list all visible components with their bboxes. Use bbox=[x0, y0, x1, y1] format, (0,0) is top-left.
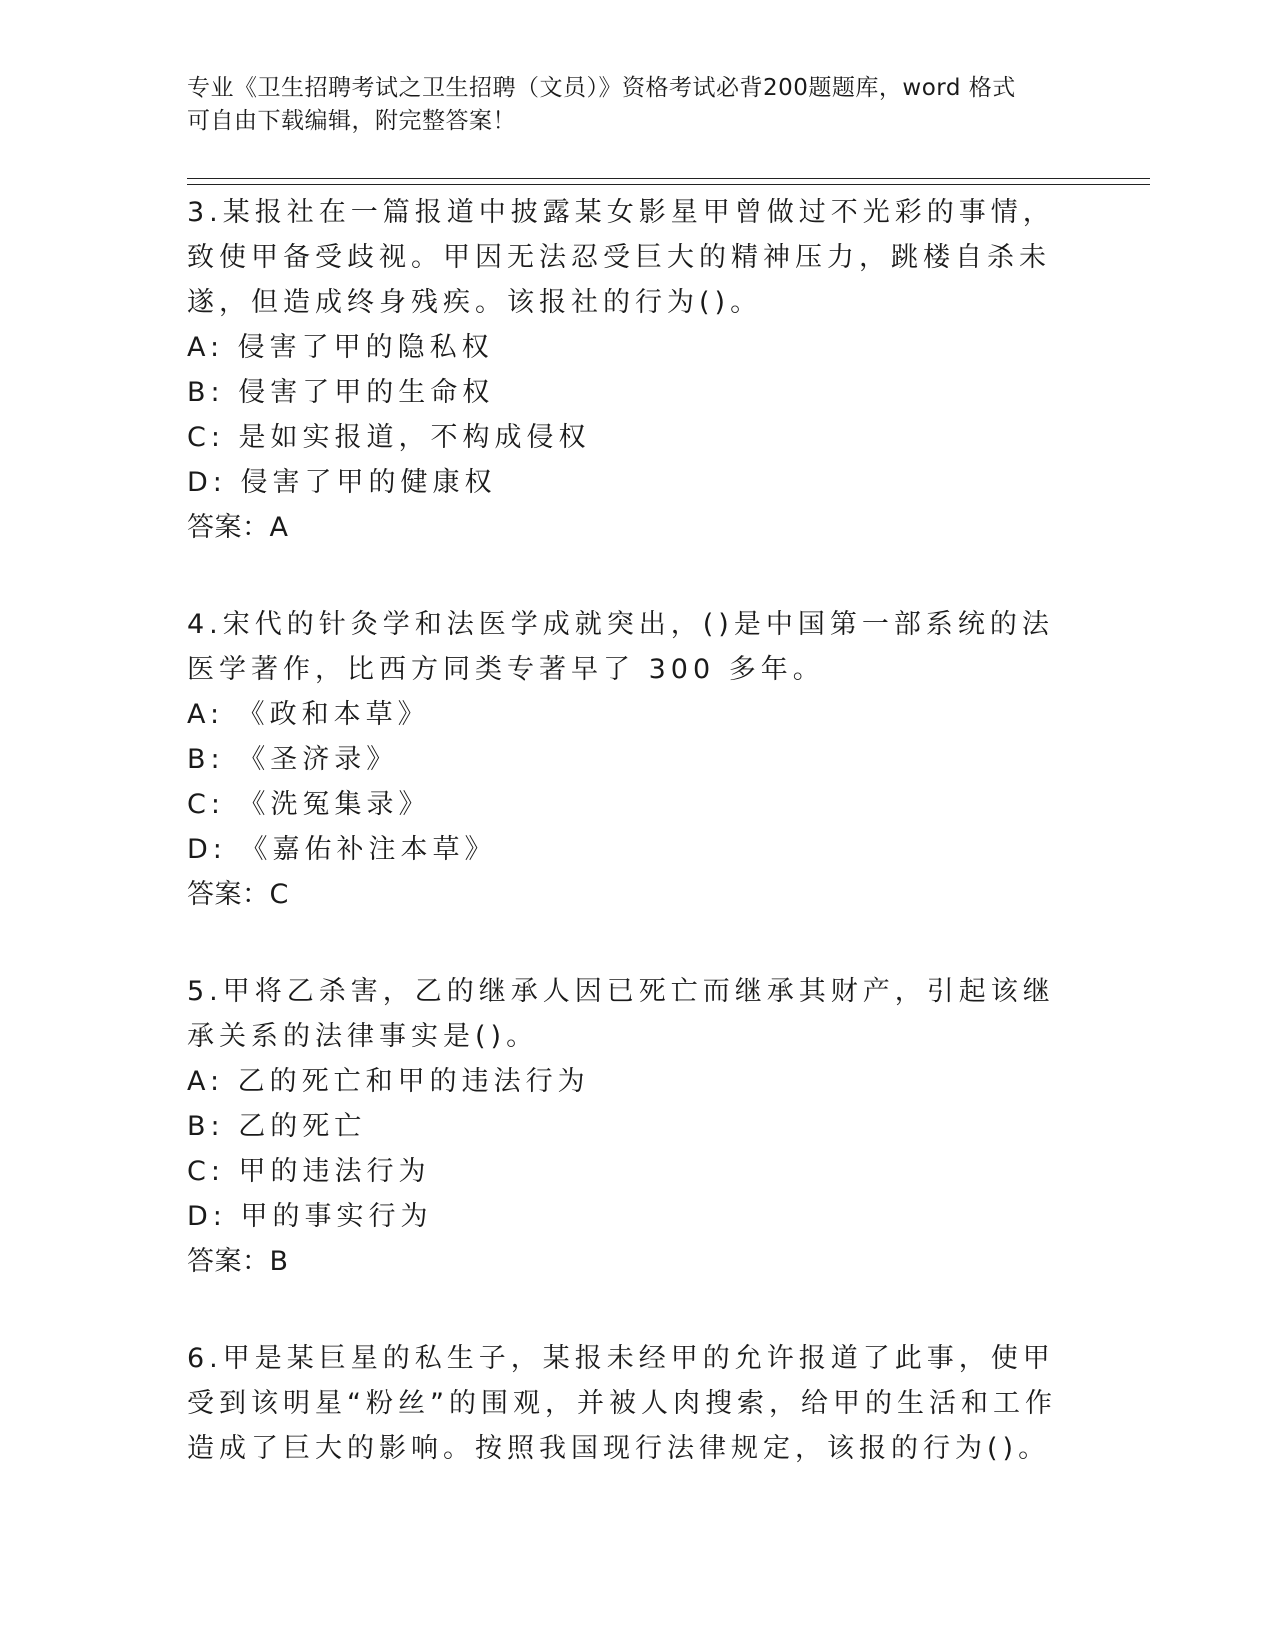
option-d: D: 侵害了甲的健康权 bbox=[187, 467, 497, 498]
header-rule-bottom bbox=[187, 184, 1150, 185]
document-header bbox=[187, 72, 1067, 138]
option-a: A: 侵害了甲的隐私权 bbox=[187, 332, 494, 363]
question-stem: 5.甲将乙杀害，乙的继承人因已死亡而继承其财产，引起该继承关系的法律事实是()。 bbox=[187, 976, 1055, 1052]
option-c: C: 甲的违法行为 bbox=[187, 1156, 431, 1187]
header-line-1: 专业《卫生招聘考试之卫生招聘（文员）》资格考试必背200题题库，word 格式 bbox=[187, 75, 1016, 101]
answer-line: 答案：C bbox=[187, 879, 289, 910]
answer-line: 答案：A bbox=[187, 512, 289, 543]
question-item bbox=[187, 602, 1067, 917]
question-item bbox=[187, 1336, 1067, 1471]
option-d: D: 甲的事实行为 bbox=[187, 1201, 433, 1232]
option-b: B: 《圣济录》 bbox=[187, 744, 399, 775]
option-a: A: 乙的死亡和甲的违法行为 bbox=[187, 1066, 590, 1097]
question-list bbox=[187, 190, 1067, 1523]
option-c: C: 《洗冤集录》 bbox=[187, 789, 431, 820]
option-d: D: 《嘉佑补注本草》 bbox=[187, 834, 497, 865]
question-item bbox=[187, 190, 1067, 550]
answer-line: 答案：B bbox=[187, 1246, 289, 1277]
question-item bbox=[187, 969, 1067, 1284]
header-rule-top bbox=[187, 178, 1150, 179]
header-line-2: 可自由下载编辑，附完整答案！ bbox=[187, 108, 516, 134]
question-stem: 6.甲是某巨星的私生子，某报未经甲的允许报道了此事，使甲受到该明星“粉丝”的围观，并被人肉搜索，给甲的生活和工作造成了巨大的影响。按照我国现行法律规定，该报的行为()。 bbox=[187, 1343, 1057, 1464]
option-b: B: 侵害了甲的生命权 bbox=[187, 377, 495, 408]
question-stem: 3.某报社在一篇报道中披露某女影星甲曾做过不光彩的事情，致使甲备受歧视。甲因无法忍受巨大的精神压力，跳楼自杀未遂，但造成终身残疾。该报社的行为()。 bbox=[187, 197, 1055, 318]
question-stem: 4.宋代的针灸学和法医学成就突出，()是中国第一部系统的法医学著作，比西方同类专著早了 300 多年。 bbox=[187, 609, 1054, 685]
option-a: A: 《政和本草》 bbox=[187, 699, 430, 730]
option-c: C: 是如实报道，不构成侵权 bbox=[187, 422, 591, 453]
option-b: B: 乙的死亡 bbox=[187, 1111, 367, 1142]
